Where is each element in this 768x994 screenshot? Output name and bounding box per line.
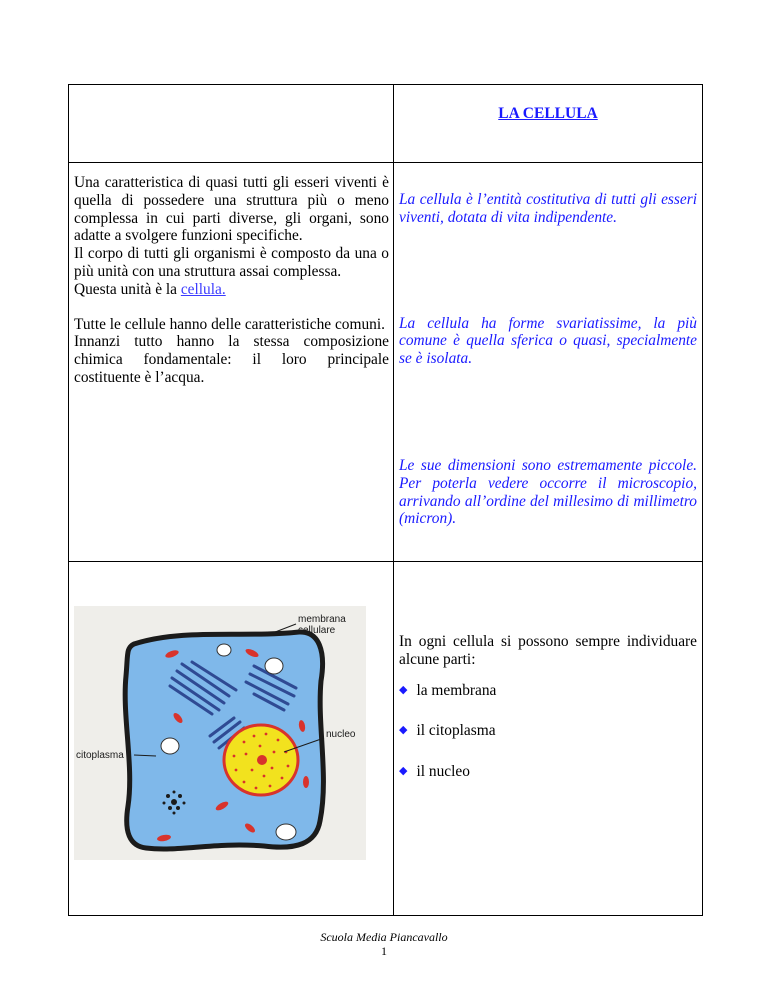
parts-intro: In ogni cellula si possono sempre individuare alcune parti: xyxy=(399,633,697,668)
membrane-label-line1: membrana xyxy=(298,614,346,625)
nucleolus xyxy=(257,755,267,765)
nucleus-label: nucleo xyxy=(326,729,356,740)
left-paragraph-2: Il corpo di tutti gli organismi è composto da una o più unità con una struttura assai complessa. xyxy=(74,245,389,280)
left-paragraph-3 xyxy=(74,281,389,299)
left-paragraph-1: Una caratteristica di quasi tutti gli esseri viventi è quella di possedere una struttura più o meno complessa in cui parti diverse, gli organi, sono adatte a svolgere funzioni specifiche. xyxy=(74,174,389,245)
vacuole xyxy=(265,658,283,674)
parts-block xyxy=(394,562,702,781)
content-table xyxy=(68,84,703,916)
footer-school: Scuola Media Piancavallo xyxy=(320,930,448,944)
page-number: 1 xyxy=(381,944,387,958)
text-row xyxy=(69,163,703,562)
list-item-label: il citoplasma xyxy=(416,722,496,740)
diamond-bullet-icon: ◆ xyxy=(399,683,408,696)
title-left-cell xyxy=(69,85,394,163)
list-item xyxy=(399,682,697,700)
parts-cell xyxy=(394,562,703,916)
diamond-bullet-icon: ◆ xyxy=(399,724,408,737)
left-text-cell xyxy=(69,163,394,562)
cell-figure-wrap xyxy=(69,562,393,865)
figure-row xyxy=(69,562,703,916)
vacuole xyxy=(161,738,179,754)
right-paragraph-3: Le sue dimensioni sono estremamente piccole. Per poterla vedere occorre il microscopio, arrivando all’ordine del millesimo di millimetro (micron). xyxy=(399,456,697,528)
cellula-link[interactable]: cellula. xyxy=(180,280,226,298)
figure-cell xyxy=(69,562,394,916)
diamond-bullet-icon: ◆ xyxy=(399,765,408,778)
title-right-cell xyxy=(394,85,703,163)
left-paragraph-4: Tutte le cellule hanno delle caratteristiche comuni. xyxy=(74,315,385,333)
list-item xyxy=(399,763,697,781)
left-paragraph-5: Innanzi tutto hanno la stessa composizione chimica fondamentale: il loro principale costituente è l’acqua. xyxy=(74,333,389,386)
cytoplasm-label: citoplasma xyxy=(76,750,124,761)
parts-list xyxy=(399,682,697,781)
cell-membrane xyxy=(125,632,323,849)
right-paragraph-2: La cellula ha forme svariatissime, la più comune è quella sferica o quasi, specialmente se è isolata. xyxy=(399,314,697,368)
left-text-block xyxy=(69,163,393,387)
left-paragraph-3-text: Questa unità è la xyxy=(74,280,181,298)
list-item xyxy=(399,722,697,740)
vacuole xyxy=(276,824,296,840)
paragraph-gap xyxy=(74,299,389,316)
page-footer xyxy=(0,930,768,958)
cell-diagram xyxy=(74,606,366,860)
page-title: LA CELLULA xyxy=(498,105,598,122)
title-row xyxy=(69,85,703,163)
list-item-label: il nucleo xyxy=(416,763,470,781)
vacuole xyxy=(217,644,231,656)
list-item-label: la membrana xyxy=(416,681,497,699)
right-text-cell xyxy=(394,163,703,562)
right-text-block xyxy=(394,163,702,528)
right-paragraph-1: La cellula è l’entità costitutiva di tutti gli esseri viventi, dotata di vita indipendente. xyxy=(399,191,697,226)
membrane-label-line2: cellulare xyxy=(298,625,336,636)
